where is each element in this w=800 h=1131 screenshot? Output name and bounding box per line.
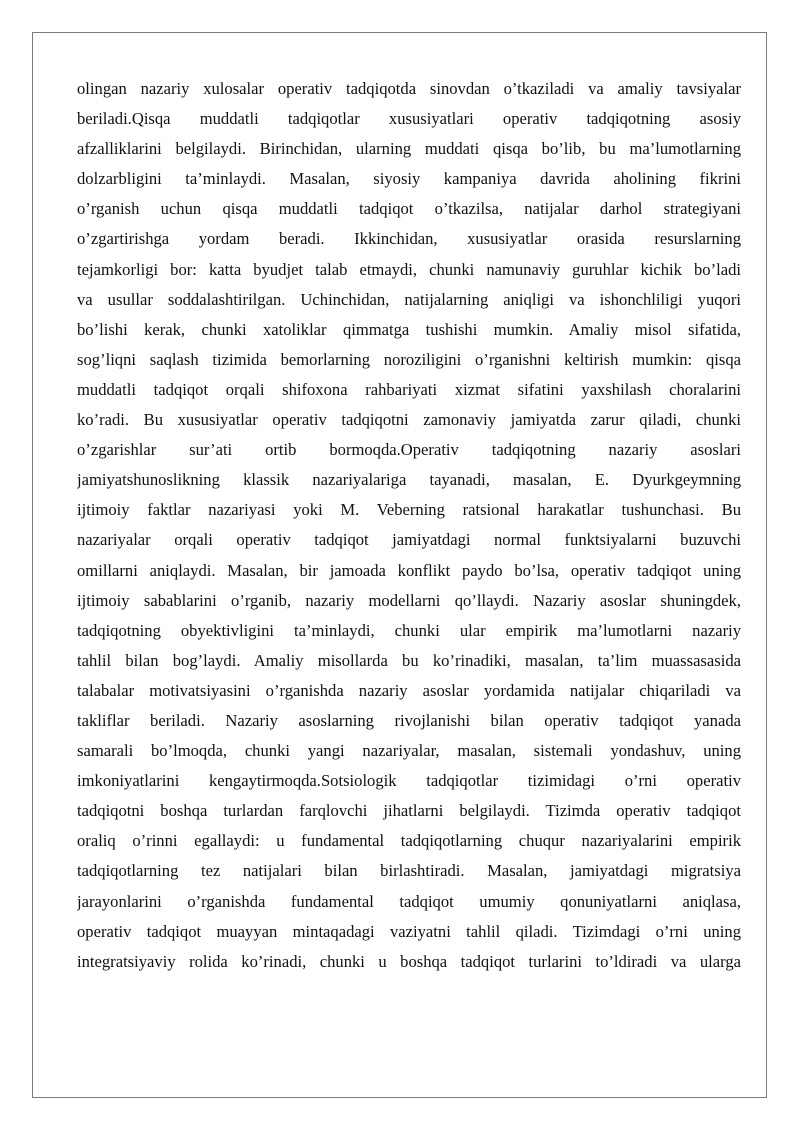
text-line: imkoniyatlarini kengaytirmoqda.Sotsiologik tadqiqotlar tizimidagi o’rni operativ: [77, 771, 741, 791]
text-line: dolzarbligini ta’minlaydi. Masalan, siyosiy kampaniya davrida aholining fikrini: [77, 169, 741, 189]
text-line: bo’lishi kerak, chunki xatoliklar qimmatga tushishi mumkin. Amaliy misol sifatida,: [77, 319, 741, 339]
text-line: operativ tadqiqot muayyan mintaqadagi vaziyatni tahlil qiladi. Tizimdagi o’rni uning: [77, 921, 741, 941]
text-line: o’zgartirishga yordam beradi. Ikkinchidan, xususiyatlar orasida resurslarning: [77, 229, 741, 249]
text-line: samarali bo’lmoqda, chunki yangi nazariyalar, masalan, sistemali yondashuv, uning: [77, 741, 741, 761]
text-line: tadqiqotlarning tez natijalari bilan birlashtiradi. Masalan, jamiyatdagi migratsiya: [77, 861, 741, 881]
text-line: olingan nazariy xulosalar operativ tadqiqotda sinovdan o’tkaziladi va amaliy tavsiyalar: [77, 79, 741, 98]
text-line: tadqiqotning obyektivligini ta’minlaydi, chunki ular empirik ma’lumotlarni nazariy: [77, 620, 741, 640]
text-line: oraliq o’rinni egallaydi: u fundamental tadqiqotlarning chuqur nazariyalarini empirik: [77, 831, 741, 851]
body-text: [77, 74, 741, 977]
text-line: ijtimoiy faktlar nazariyasi yoki M. Veberning ratsional harakatlar tushunchasi. Bu: [77, 500, 741, 520]
text-line: va usullar soddalashtirilgan. Uchinchidan, natijalarning aniqligi va ishonchliligi yuqori: [77, 289, 741, 309]
text-line: tadqiqotni boshqa turlardan farqlovchi jihatlarni belgilaydi. Tizimda operativ tadqiqot: [77, 801, 741, 821]
text-line: ko’radi. Bu xususiyatlar operativ tadqiqotni zamonaviy jamiyatda zarur qiladi, chunki: [77, 410, 741, 430]
text-line: ijtimoiy sabablarini o’rganib, nazariy modellarni qo’llaydi. Nazariy asoslar shuningdek,: [77, 590, 741, 610]
text-line: takliflar beriladi. Nazariy asoslarning rivojlanishi bilan operativ tadqiqot yanada: [77, 710, 741, 730]
text-line: tahlil bilan bog’laydi. Amaliy misollarda bu ko’rinadiki, masalan, ta’lim muassasasida: [77, 650, 741, 670]
text-line: omillarni aniqlaydi. Masalan, bir jamoada konflikt paydo bo’lsa, operativ tadqiqot uning: [77, 560, 741, 580]
text-line: talabalar motivatsiyasini o’rganishda nazariy asoslar yordamida natijalar chiqariladi va: [77, 680, 741, 700]
text-line: o’zgarishlar sur’ati ortib bormoqda.Operativ tadqiqotning nazariy asoslari: [77, 440, 741, 460]
text-line: o’rganish uchun qisqa muddatli tadqiqot o’tkazilsa, natijalar darhol strategiyani: [77, 199, 741, 219]
text-line: tejamkorligi bor: katta byudjet talab etmaydi, chunki namunaviy guruhlar kichik bo’ladi: [77, 259, 741, 279]
text-line: integratsiyaviy rolida ko’rinadi, chunki u boshqa tadqiqot turlarini to’ldiradi va ularga: [77, 951, 741, 971]
text-line: afzalliklarini belgilaydi. Birinchidan, ularning muddati qisqa bo’lib, bu ma’lumotlarning: [77, 139, 741, 159]
text-line: sog’liqni saqlash tizimida bemorlarning noroziligini o’rganishni keltirish mumkin: qisqa: [77, 349, 741, 369]
text-line: muddatli tadqiqot orqali shifoxona rahbariyati xizmat sifatini yaxshilash choralarini: [77, 379, 741, 399]
text-line: nazariyalar orqali operativ tadqiqot jamiyatdagi normal funktsiyalarni buzuvchi: [77, 530, 741, 550]
text-line: jarayonlarini o’rganishda fundamental tadqiqot umumiy qonuniyatlarni aniqlasa,: [77, 891, 741, 911]
text-line: jamiyatshunoslikning klassik nazariyalariga tayanadi, masalan, E. Dyurkgeymning: [77, 470, 741, 490]
text-line: beriladi.Qisqa muddatli tadqiqotlar xususiyatlari operativ tadqiqotning asosiy: [77, 109, 741, 129]
